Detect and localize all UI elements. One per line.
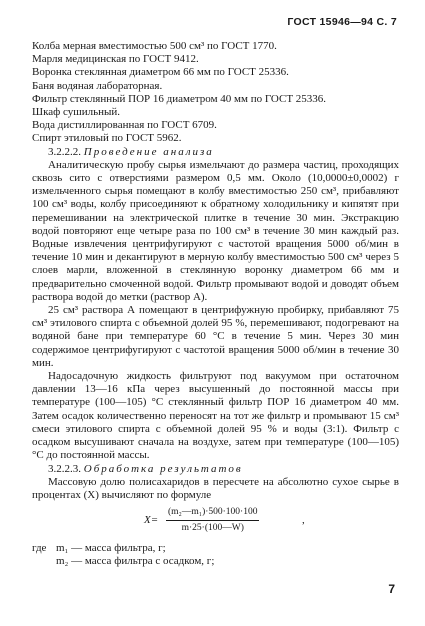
section-title: Проведение анализа <box>83 145 214 158</box>
procedure-paragraph: 25 см³ раствора А помещают в центрифужную пробирку, прибавляют 75 см³ этилового спирта с объемной долей 95 %, перемешивают, подогревают на водяной бане при температуре 60 °С в течение 5 мин. Через 30 мин содержимое центрифугируют с частотой вращения 5000 об/мин в течение 30 мин. <box>32 304 399 369</box>
equipment-item: Колба мерная вместимостью 500 см³ по ГОСТ 1770. <box>32 40 277 52</box>
result-intro: Массовую долю полисахаридов в пересчете на абсолютно сухое сырье в процентах (X) вычисляют по формуле <box>32 475 399 501</box>
variable-definition <box>32 542 399 555</box>
procedure-paragraph: Надосадочную жидкость фильтруют под вакуумом при остаточном давлении 13—16 кПа через высушенный до постоянной массы при температуре (100—105) °С стеклянный фильтр ПОР 16 диаметром 40 мм. Затем осадок количественно переносят на тот же фильтр и промывают 15 см³ смеси этилового спирта с объемной долей 95 % и воды (3:1). Фильтр с осадком высушивают сначала на воздухе, затем при температуре (100—105) °С до постоянной массы. <box>32 370 399 462</box>
section-number: 3.2.2.3. <box>48 462 81 475</box>
equipment-item: Вода дистиллированная по ГОСТ 6709. <box>32 119 217 132</box>
formula-comma: , <box>302 514 305 527</box>
section-heading <box>32 146 399 159</box>
equipment-item: Марля медицинская по ГОСТ 9412. <box>32 53 199 66</box>
equipment-item: Спирт этиловый по ГОСТ 5962. <box>32 132 182 145</box>
document-body <box>32 40 399 569</box>
variable-text: m₂ — масса фильтра с осадком, г; <box>56 555 215 568</box>
equipment-item: Шкаф сушильный. <box>32 106 121 119</box>
section-title: Обработка результатов <box>83 462 243 475</box>
formula-denominator: m·25·(100—W) <box>181 523 244 534</box>
equipment-item: Воронка стеклянная диаметром 66 мм по ГОСТ 25336. <box>32 66 289 79</box>
where-label: где <box>32 542 47 555</box>
formula-fraction <box>166 506 259 535</box>
variable-text: m₁ — масса фильтра, г; <box>56 542 166 555</box>
formula-lhs: X= <box>144 514 159 527</box>
section-heading <box>32 463 399 476</box>
formula-numerator: (m₂—m₁)·500·100·100 <box>166 506 259 521</box>
equipment-item: Баня водяная лабораторная. <box>32 79 163 92</box>
variable-definition <box>32 555 399 568</box>
equipment-item: Фильтр стеклянный ПОР 16 диаметром 40 мм по ГОСТ 25336. <box>32 92 327 105</box>
equipment-list <box>32 40 399 146</box>
section-number: 3.2.2.2. <box>48 145 81 158</box>
formula <box>144 506 399 536</box>
page-number: 7 <box>388 582 395 596</box>
page-header: ГОСТ 15946—94 С. 7 <box>287 16 397 28</box>
procedure-paragraph: Аналитическую пробу сырья измельчают до размера частиц, проходящих сквозь сито с отверстиями размером 0,5 мм. Около (10,0000±0,0002) г измельченного сырья помещают в колбу вместимостью 250 см³, прибавляют 100 см³ воды, колбу присоединяют к обратному холодильнику и кипятят при перемешивании на электрической плитке в течение 30 мин. Экстракцию водой повторяют еще четыре раза по 100 см³ в течение 30 мин каждый раз. Водные извлечения центрифугируют с частотой вращения 5000 об/мин в течение 10 мин и декантируют в мерную колбу вместимостью 500 см³ через 5 слоев марли, вложенной в стеклянную воронку диаметром 66 мм и предварительно смоченной водой. Фильтр промывают водой и доводят объем раствора водой до метки (раствор А). <box>32 158 399 303</box>
